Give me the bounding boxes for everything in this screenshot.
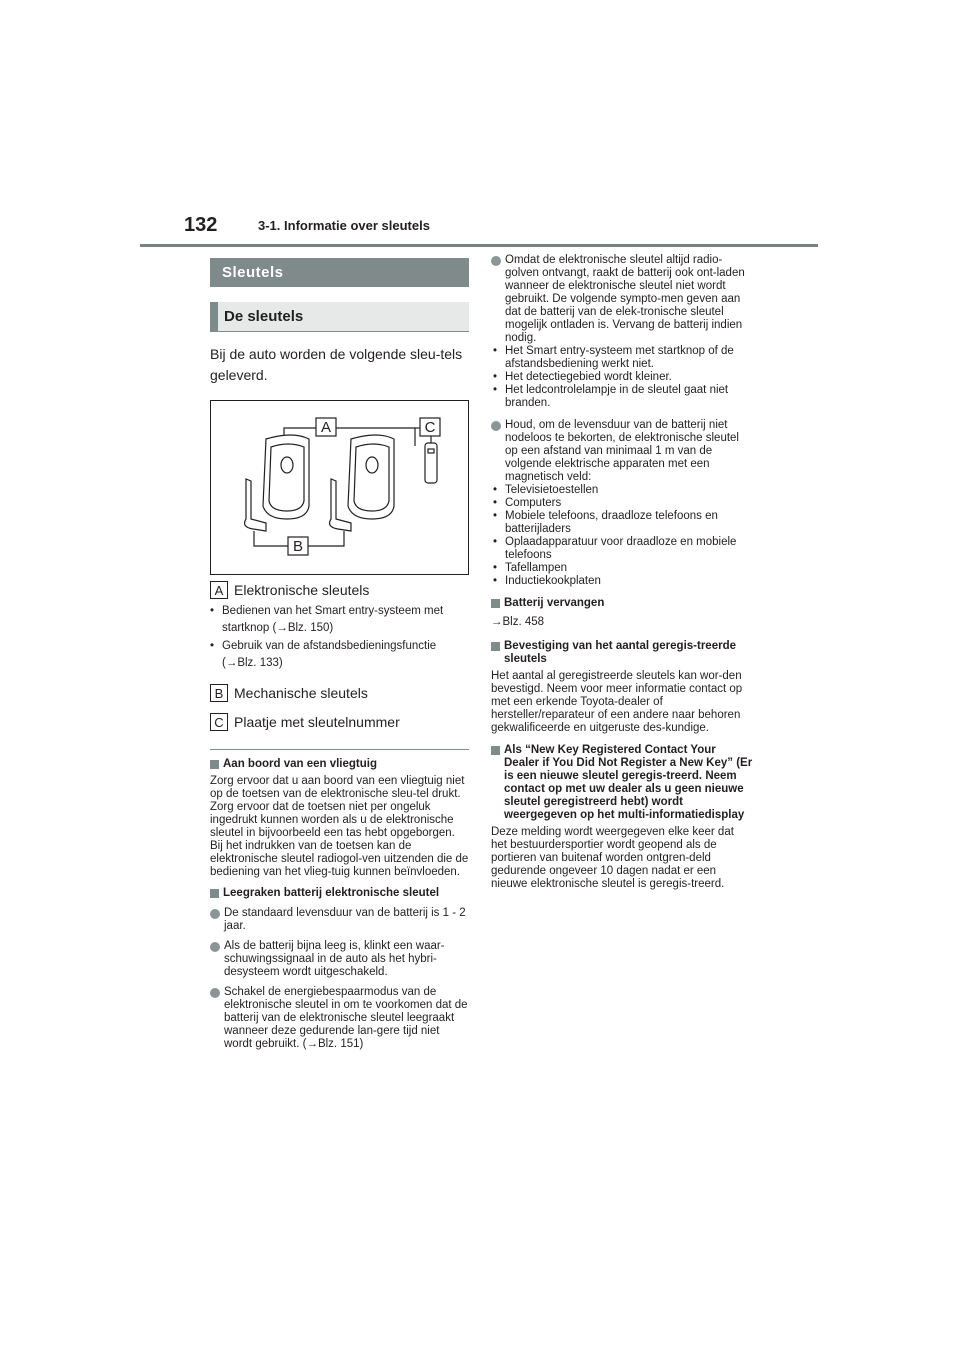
- list-item: • Mobiele telefoons, draadloze telefoons en batterijladers: [491, 510, 753, 536]
- legend-a-bullets: [210, 603, 469, 672]
- figure-label-c: C: [424, 419, 436, 436]
- list-item: Als de batterij bijna leeg is, klinkt een waar-schuwingssignaal in de auto als het hybri-desysteem wordt uitgeschakeld.: [210, 940, 469, 979]
- note-text-new-key-message: Deze melding wordt weergegeven elke keer dat het bestuurdersportier wordt geopend als de portieren van buitenaf worden ontgren-deld gedurende ongeveer 10 dagen nadat er een nieuwe elektronische sleutel is geregis-treerd.: [491, 826, 734, 890]
- list-item: • Het detectiegebied wordt kleiner.: [491, 371, 753, 384]
- legend-c-text: Plaatje met sleutelnummer: [234, 714, 400, 730]
- list-item: De standaard levensduur van de batterij is 1 - 2 jaar.: [210, 907, 469, 933]
- note-title-aircraft: Aan boord van een vliegtuig: [210, 758, 469, 771]
- legend-b-letter: B: [210, 684, 228, 702]
- keys-drawing: [211, 401, 468, 574]
- legend-c-letter: C: [210, 713, 228, 731]
- note-text-registered-keys: Het aantal al geregistreerde sleutels kan wor-den bevestigd. Neem voor meer informatie contact op met een erkende Toyota-dealer of hersteller/reparateur of een andere naar behoren gekwalificeerde en uitgeruste des-kundige.: [491, 670, 743, 734]
- list-item: • Tafellampen: [491, 562, 753, 575]
- list-item: • Oplaadapparatuur voor draadloze en mobiele telefoons: [491, 536, 753, 562]
- keys-illustration: [210, 400, 469, 575]
- symptom-list: [491, 345, 753, 410]
- note-title-replace-battery: Batterij vervangen: [491, 597, 753, 610]
- left-column: [210, 258, 469, 1051]
- note-text-aircraft: Zorg ervoor dat u aan boord van een vliegtuig niet op de toetsen van de elektronische sleu-tel drukt. Zorg ervoor dat de toetsen niet per ongeluk ingedrukt kunnen worden als u de elektronische sleutel in bijvoorbeeld een tas hebt opgeborgen. Bij het indrukken van de toetsen kan de elektronische sleutel radiogol-ven uitzenden die de bediening van het vlieg-tuig kunnen beïnvloeden.: [210, 775, 469, 878]
- list-item: • Computers: [491, 497, 753, 510]
- legend-b-text: Mechanische sleutels: [234, 685, 368, 701]
- list-item: Schakel de energiebespaarmodus van de elektronische sleutel in om te voorkomen dat de batterij van de elektronische sleutel leegraakt wanneer deze gedurende lan-gere tijd niet wordt gebruikt. (→Blz. 151): [210, 986, 469, 1051]
- note-title-battery: Leegraken batterij elektronische sleutel: [210, 887, 469, 900]
- legend-a-text: Elektronische sleutels: [234, 582, 370, 598]
- list-item: • Het Smart entry-systeem met startknop of de afstandsbediening werkt niet.: [491, 345, 753, 371]
- intro-text: Bij de auto worden de volgende sleu-tels geleverd.: [210, 346, 463, 383]
- chapter-title: 3-1. Informatie over sleutels: [258, 218, 430, 233]
- device-list: [491, 484, 753, 588]
- legend-c: [210, 713, 469, 731]
- note-title-registered-keys: Bevestiging van het aantal geregis-treerde sleutels: [491, 640, 753, 666]
- list-item: • Inductiekookplaten: [491, 575, 753, 588]
- right-column: [491, 252, 753, 891]
- list-item: • Het ledcontrolelampje in de sleutel gaat niet branden.: [491, 384, 753, 410]
- list-item: Houd, om de levensduur van de batterij niet nodeloos te bekorten, de elektronische sleutel op een afstand van minimaal 1 m van de volgende elektrische apparaten met een magnetisch veld:: [491, 419, 753, 484]
- note-title-new-key-message: Als “New Key Registered Contact Your Dealer if You Did Not Register a New Key” (Er is een nieuwe sleutel geregis-treerd. Neem contact op met uw dealer als u geen nieuwe sleutel geregistreerd hebt) wordt weergegeven op het multi-informatiedisplay: [491, 744, 753, 822]
- page-number: 132: [184, 214, 218, 236]
- figure-label-b: B: [292, 538, 304, 555]
- figure-label-a: A: [320, 419, 332, 436]
- legend-b: [210, 684, 469, 702]
- divider: [210, 749, 469, 750]
- list-item: • Televisietoestellen: [491, 484, 753, 497]
- legend-a-letter: A: [210, 581, 228, 599]
- list-item: • Gebruik van de afstandsbedieningsfunctie (→Blz. 133): [210, 638, 469, 672]
- section-title: Sleutels: [210, 258, 469, 287]
- header-rule: [140, 244, 818, 247]
- list-item: • Bedienen van het Smart entry-systeem met startknop (→Blz. 150): [210, 603, 469, 637]
- legend-a: [210, 581, 469, 599]
- page-reference: →Blz. 458: [491, 616, 545, 628]
- list-item: Omdat de elektronische sleutel altijd radio-golven ontvangt, raakt de batterij ook ont-laden wanneer de elektronische sleutel niet wordt gebruikt. De volgende sympto-men geven aan dat de batterij van de elek-tronische sleutel mogelijk ontladen is. Vervang de batterij indien nodig.: [491, 254, 753, 345]
- subsection-title: De sleutels: [210, 302, 469, 332]
